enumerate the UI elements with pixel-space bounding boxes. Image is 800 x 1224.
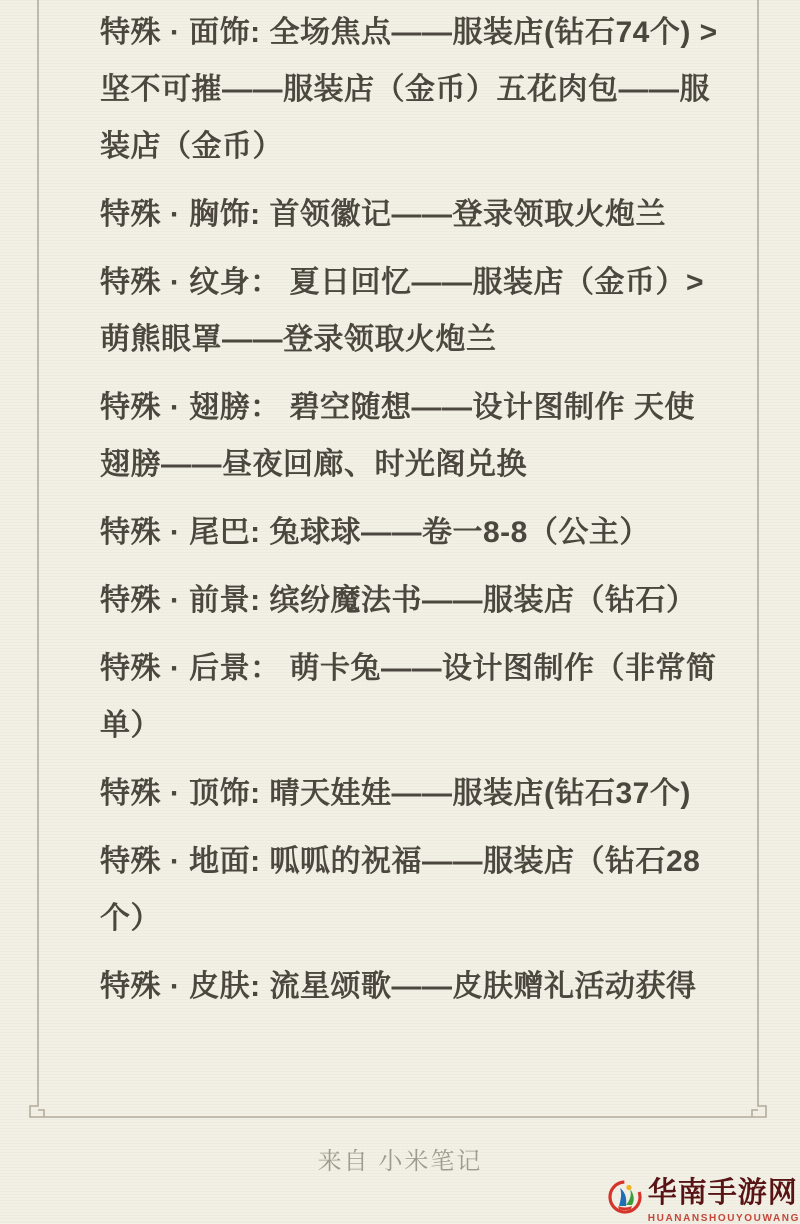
note-paragraph: 特殊 · 胸饰: 首领徽记——登录领取火炮兰 [100,198,666,231]
site-watermark [607,1170,800,1224]
note-content [100,4,718,1026]
note-paragraph: 特殊 · 翅膀： 碧空随想——设计图制作 天使翅膀——昼夜回廊、时光阁兑换 [100,391,695,481]
frame-left-corner-ornament [30,1100,52,1117]
note-paragraph: 特殊 · 顶饰: 晴天娃娃——服装店(钻石37个) [100,777,691,810]
site-name-latin: HUANANSHOUYOUWANG [647,1213,800,1224]
note-paragraph: 特殊 · 前景: 缤纷魔法书——服装店（钻石） [100,584,697,617]
footer-source-label: 来自 小米笔记 [317,1148,483,1175]
frame-right-corner-ornament [744,1100,766,1117]
site-name: 华南手游网 [647,1177,798,1209]
note-paragraph: 特殊 · 纹身： 夏日回忆——服装店（金币）> 萌熊眼罩——登录领取火炮兰 [100,266,705,356]
note-paragraph: 特殊 · 地面: 呱呱的祝福——服装店（钻石28个） [100,845,701,935]
note-paragraph: 特殊 · 尾巴: 兔球球——卷一8-8（公主） [100,516,650,549]
note-paragraph: 特殊 · 后景： 萌卡兔——设计图制作（非常简单） [100,652,717,742]
note-paragraph: 特殊 · 面饰: 全场焦点——服装店(钻石74个) > 坚不可摧——服装店（金币）五花肉包——服装店（金币） [100,16,718,163]
site-logo-icon [607,1179,643,1215]
note-paragraph: 特殊 · 皮肤: 流星颂歌——皮肤赠礼活动获得 [100,970,697,1003]
site-watermark-text [648,1170,800,1224]
